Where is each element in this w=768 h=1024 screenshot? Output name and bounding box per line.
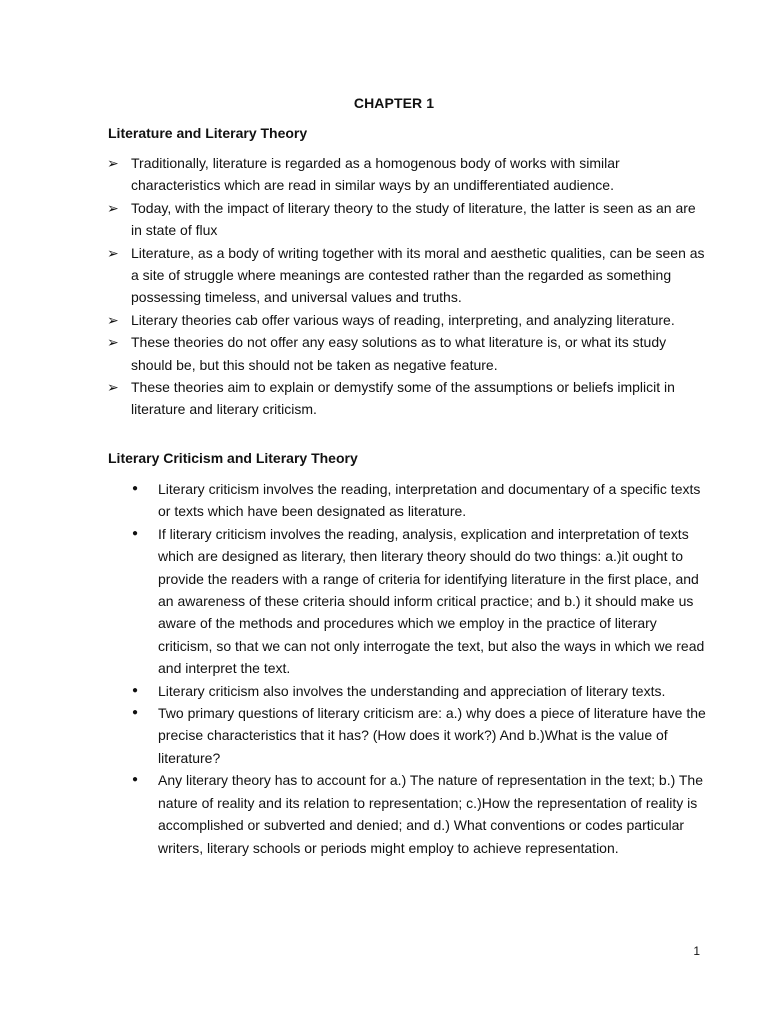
list-item <box>132 702 708 769</box>
list-item-text: These theories do not offer any easy solutions as to what literature is, or what its study should be, but this should not be taken as negative feature. <box>131 334 667 373</box>
list-item <box>132 523 708 680</box>
section-heading-literature: Literature and Literary Theory <box>108 125 308 141</box>
arrow-bullet-icon: ➢ <box>107 199 119 216</box>
arrow-bullet-icon: ➢ <box>107 244 119 261</box>
list-item <box>132 478 708 523</box>
arrow-bullet-icon: ➢ <box>107 334 119 351</box>
dot-bullet-icon: ● <box>132 707 139 719</box>
dot-bullet-icon: ● <box>132 483 139 494</box>
dot-bullet-list <box>132 478 708 859</box>
arrow-bullet-icon: ➢ <box>107 155 119 171</box>
list-item <box>107 376 705 421</box>
arrow-bullet-list <box>107 152 705 421</box>
list-item <box>132 680 708 702</box>
arrow-bullet-icon: ➢ <box>107 379 119 396</box>
list-item-text: Two primary questions of literary criticism are: a.) why does a piece of literature have the precise characteristics that it has? (How does it work?) And b.)What is the value of literature? <box>158 705 706 766</box>
chapter-title: CHAPTER 1 <box>353 95 435 111</box>
list-item-text: Traditionally, literature is regarded as a homogenous body of works with similar characteristics which are read in similar ways by an undifferentiated audience. <box>131 155 620 194</box>
list-item <box>107 331 705 376</box>
list-item-text: Literary criticism involves the reading, interpretation and documentary of a specific texts or texts which have been designated as literature. <box>158 481 701 520</box>
list-item-text: These theories aim to explain or demystify some of the assumptions or beliefs implicit in literature and literary criticism. <box>131 379 675 418</box>
dot-bullet-icon: ● <box>132 527 139 539</box>
list-item-text: Literature, as a body of writing together with its moral and aesthetic qualities, can be seen as a site of struggle where meanings are contested rather than the regarded as something possessing timeless, and universal values and truths. <box>131 244 705 306</box>
page-number: 1 <box>693 944 700 958</box>
dot-bullet-icon: ● <box>132 684 139 696</box>
arrow-bullet-icon: ➢ <box>107 311 119 328</box>
list-item <box>107 242 705 309</box>
list-item <box>132 769 708 859</box>
dot-bullet-icon: ● <box>132 774 139 786</box>
list-item <box>107 309 705 331</box>
section-heading-criticism: Literary Criticism and Literary Theory <box>108 450 358 466</box>
list-item-text: Literary theories cab offer various ways of reading, interpreting, and analyzing literature. <box>131 311 675 328</box>
list-item-text: Any literary theory has to account for a.) The nature of representation in the text; b.) The nature of reality and its relation to representation; c.)How the representation of reality is accomplished or subverted and denied; and d.) What conventions or codes particular writers, literary schools or periods might employ to achieve representation. <box>158 772 704 856</box>
list-item-text: Today, with the impact of literary theory to the study of literature, the latter is seen as an are in state of flux <box>131 199 696 239</box>
list-item <box>107 197 705 242</box>
list-item <box>107 152 705 197</box>
list-item-text: If literary criticism involves the reading, analysis, explication and interpretation of texts which are designed as literary, then literary theory should do two things: a.)it ought to provide the readers with a range of criteria for identifying literature in the first place, and an awareness of these criteria should inform critical practice; and b.) it should make us aware of the methods and procedures which we employ in the practice of literary criticism, so that we can not only interrogate the text, but also the ways in which we read and interpret the text. <box>158 525 705 677</box>
list-item-text: Literary criticism also involves the understanding and appreciation of literary texts. <box>158 682 666 699</box>
